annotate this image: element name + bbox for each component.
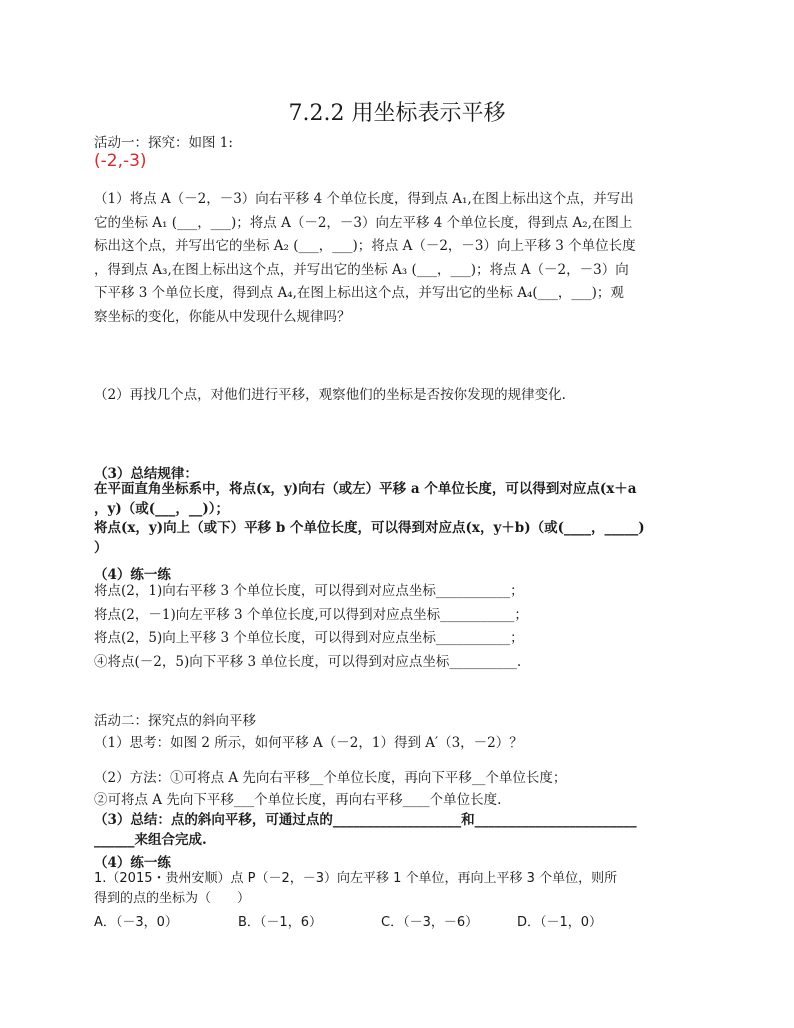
q1-line: （1）将点 A（－2，－3）向右平移 4 个单位长度，得到点 A₁,在图上标出这个点，并写出 — [94, 191, 634, 207]
conclusion-block — [94, 810, 714, 850]
option-c: C．（－3，－6） — [381, 915, 479, 930]
option-b: B．（－1，6） — [238, 915, 322, 930]
practice-heading-2: （4）练一练 — [94, 855, 171, 871]
summary-line: 将点(x，y)向上（或下）平移 b 个单位长度，可以得到对应点(x，y＋b)（或(____，_____) — [94, 520, 645, 536]
summary-heading: （3）总结规律： — [94, 466, 198, 482]
summary-line: ） — [94, 539, 108, 556]
exercise-question-cont: 得到的点的坐标为（ ） — [94, 891, 251, 906]
exercise-question: 1.（2015・贵州安顺）点 P（－2，－3）向左平移 1 个单位，再向上平移 3 个单位，则所 — [94, 871, 618, 886]
q1-line: 下平移 3 个单位长度，得到点 A₄,在图上标出这个点，并写出它的坐标 A₄(___，___)；观 — [94, 285, 624, 301]
practice-line: 将点(2，5)向上平移 3 个单位长度，可以得到对应点坐标___________； — [94, 630, 524, 646]
exercise-block — [94, 869, 714, 909]
summary-block — [94, 480, 714, 558]
activity2-heading: 活动二：探究点的斜向平移 — [94, 713, 256, 729]
method-line: （2）方法：①可将点 A 先向右平移__个单位长度，再向下平移__个单位长度； — [94, 770, 567, 786]
summary-line: 在平面直角坐标系中，将点(x，y)向右（或左）平移 a 个单位长度，可以得到对应点(x＋a — [94, 481, 637, 497]
activity1-heading: 活动一：探究：如图 1: — [94, 135, 233, 151]
practice-line: 将点(2，－1)向左平移 3 个单位长度,可以得到对应点坐标___________； — [94, 606, 528, 623]
practice-block-1 — [94, 580, 714, 674]
page-title: 7.2.2 用坐标表示平移 — [288, 101, 506, 126]
practice-line: 将点(2，1)向右平移 3 个单位长度，可以得到对应点坐标___________； — [94, 583, 524, 599]
summary-line: ，y)（或(___，__)）； — [94, 500, 230, 517]
option-a: A．（－3，0） — [94, 915, 178, 930]
practice-line: ④将点(－2，5)向下平移 3 单位长度，可以得到对应点坐标__________. — [94, 653, 522, 670]
question-2: （2）再找几个点，对他们进行平移，观察他们的坐标是否按你发现的规律变化. — [94, 387, 566, 403]
red-annotation: (-2,-3) — [94, 151, 147, 171]
method-line: ②可将点 A 先向下平移___个单位长度，再向右平移____个单位长度. — [94, 791, 502, 808]
q1-line: 它的坐标 A₁ (___，___)；将点 A（－2，－3）向左平移 4 个单位长度，得到点 A₂,在图上 — [94, 214, 633, 231]
practice-heading-1: （4）练一练 — [94, 567, 171, 583]
q1-line: ，得到点 A₃,在图上标出这个点，并写出它的坐标 A₃ (___，___)；将点 A（－2，－3）向 — [94, 261, 629, 278]
think-question: （1）思考：如图 2 所示，如何平移 A（－2，1）得到 A′（3，－2）？ — [94, 735, 523, 751]
question-1-block — [94, 188, 714, 329]
option-d: D．（－1，0） — [517, 915, 603, 930]
q1-line: 察坐标的变化，你能从中发现什么规律吗？ — [94, 308, 351, 325]
conclusion-line: （3）总结：点的斜向平移，可通过点的___________________和________________________ — [94, 812, 637, 828]
method-block — [94, 768, 714, 811]
q1-line: 标出这个点，并写出它的坐标 A₂ (___，___)；将点 A（－2，－3）向上平移 3 个单位长度 — [94, 238, 636, 254]
conclusion-line: ______来组合完成. — [94, 832, 207, 848]
